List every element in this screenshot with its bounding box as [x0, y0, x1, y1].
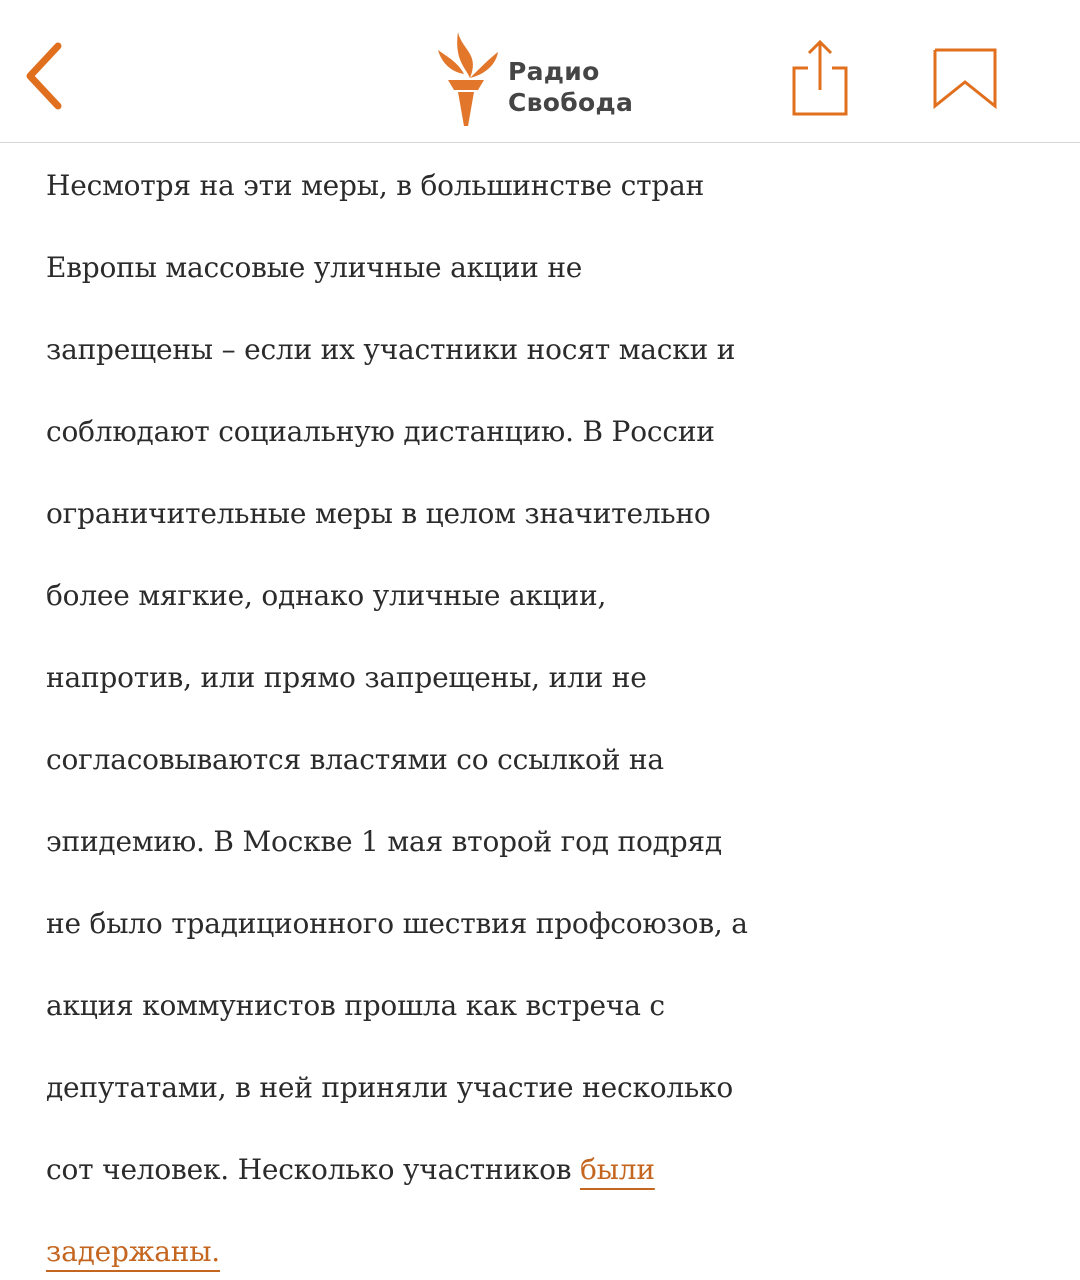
radio-svoboda-logo: [432, 28, 652, 128]
article-line: согласовываются властями со ссылкой на: [46, 743, 664, 776]
logo-text-line2: Свобода: [508, 88, 634, 117]
bookmark-icon: [930, 46, 1000, 110]
article-line-text: сот человек. Несколько участников: [46, 1153, 581, 1186]
share-icon: [790, 36, 850, 118]
article-line: запрещены – если их участники носят маски и: [46, 333, 736, 366]
bookmark-button[interactable]: [930, 46, 1000, 110]
article-line: ограничительные меры в целом значительно: [46, 497, 711, 530]
back-button[interactable]: [18, 40, 78, 112]
share-button[interactable]: [790, 36, 850, 118]
article-line: Несмотря на эти меры, в большинстве стран: [46, 169, 705, 202]
article-body: [46, 145, 1056, 1280]
chevron-left-icon: [18, 40, 78, 112]
article-line-with-link: [46, 1129, 1056, 1211]
article-line: соблюдают социальную дистанцию. В России: [46, 415, 715, 448]
article-line: не было традиционного шествия профсоюзов, а: [46, 907, 748, 940]
article-line: акция коммунистов прошла как встреча с: [46, 989, 665, 1022]
article-line: напротив, или прямо запрещены, или не: [46, 661, 647, 694]
logo-text-line1: Радио: [508, 57, 600, 86]
article-line: более мягкие, однако уличные акции,: [46, 579, 607, 612]
top-navigation-bar: [0, 0, 1080, 143]
article-line: депутатами, в ней приняли участие несколько: [46, 1071, 733, 1104]
article-line: эпидемию. В Москве 1 мая второй год подряд: [46, 825, 722, 858]
detained-link-part1[interactable]: были: [580, 1153, 655, 1186]
article-line: Европы массовые уличные акции не: [46, 251, 583, 284]
detained-link-part2[interactable]: задержаны.: [46, 1235, 220, 1268]
article-line-link: [46, 1211, 1056, 1280]
logo-text: [508, 56, 633, 118]
torch-icon: [432, 28, 504, 128]
